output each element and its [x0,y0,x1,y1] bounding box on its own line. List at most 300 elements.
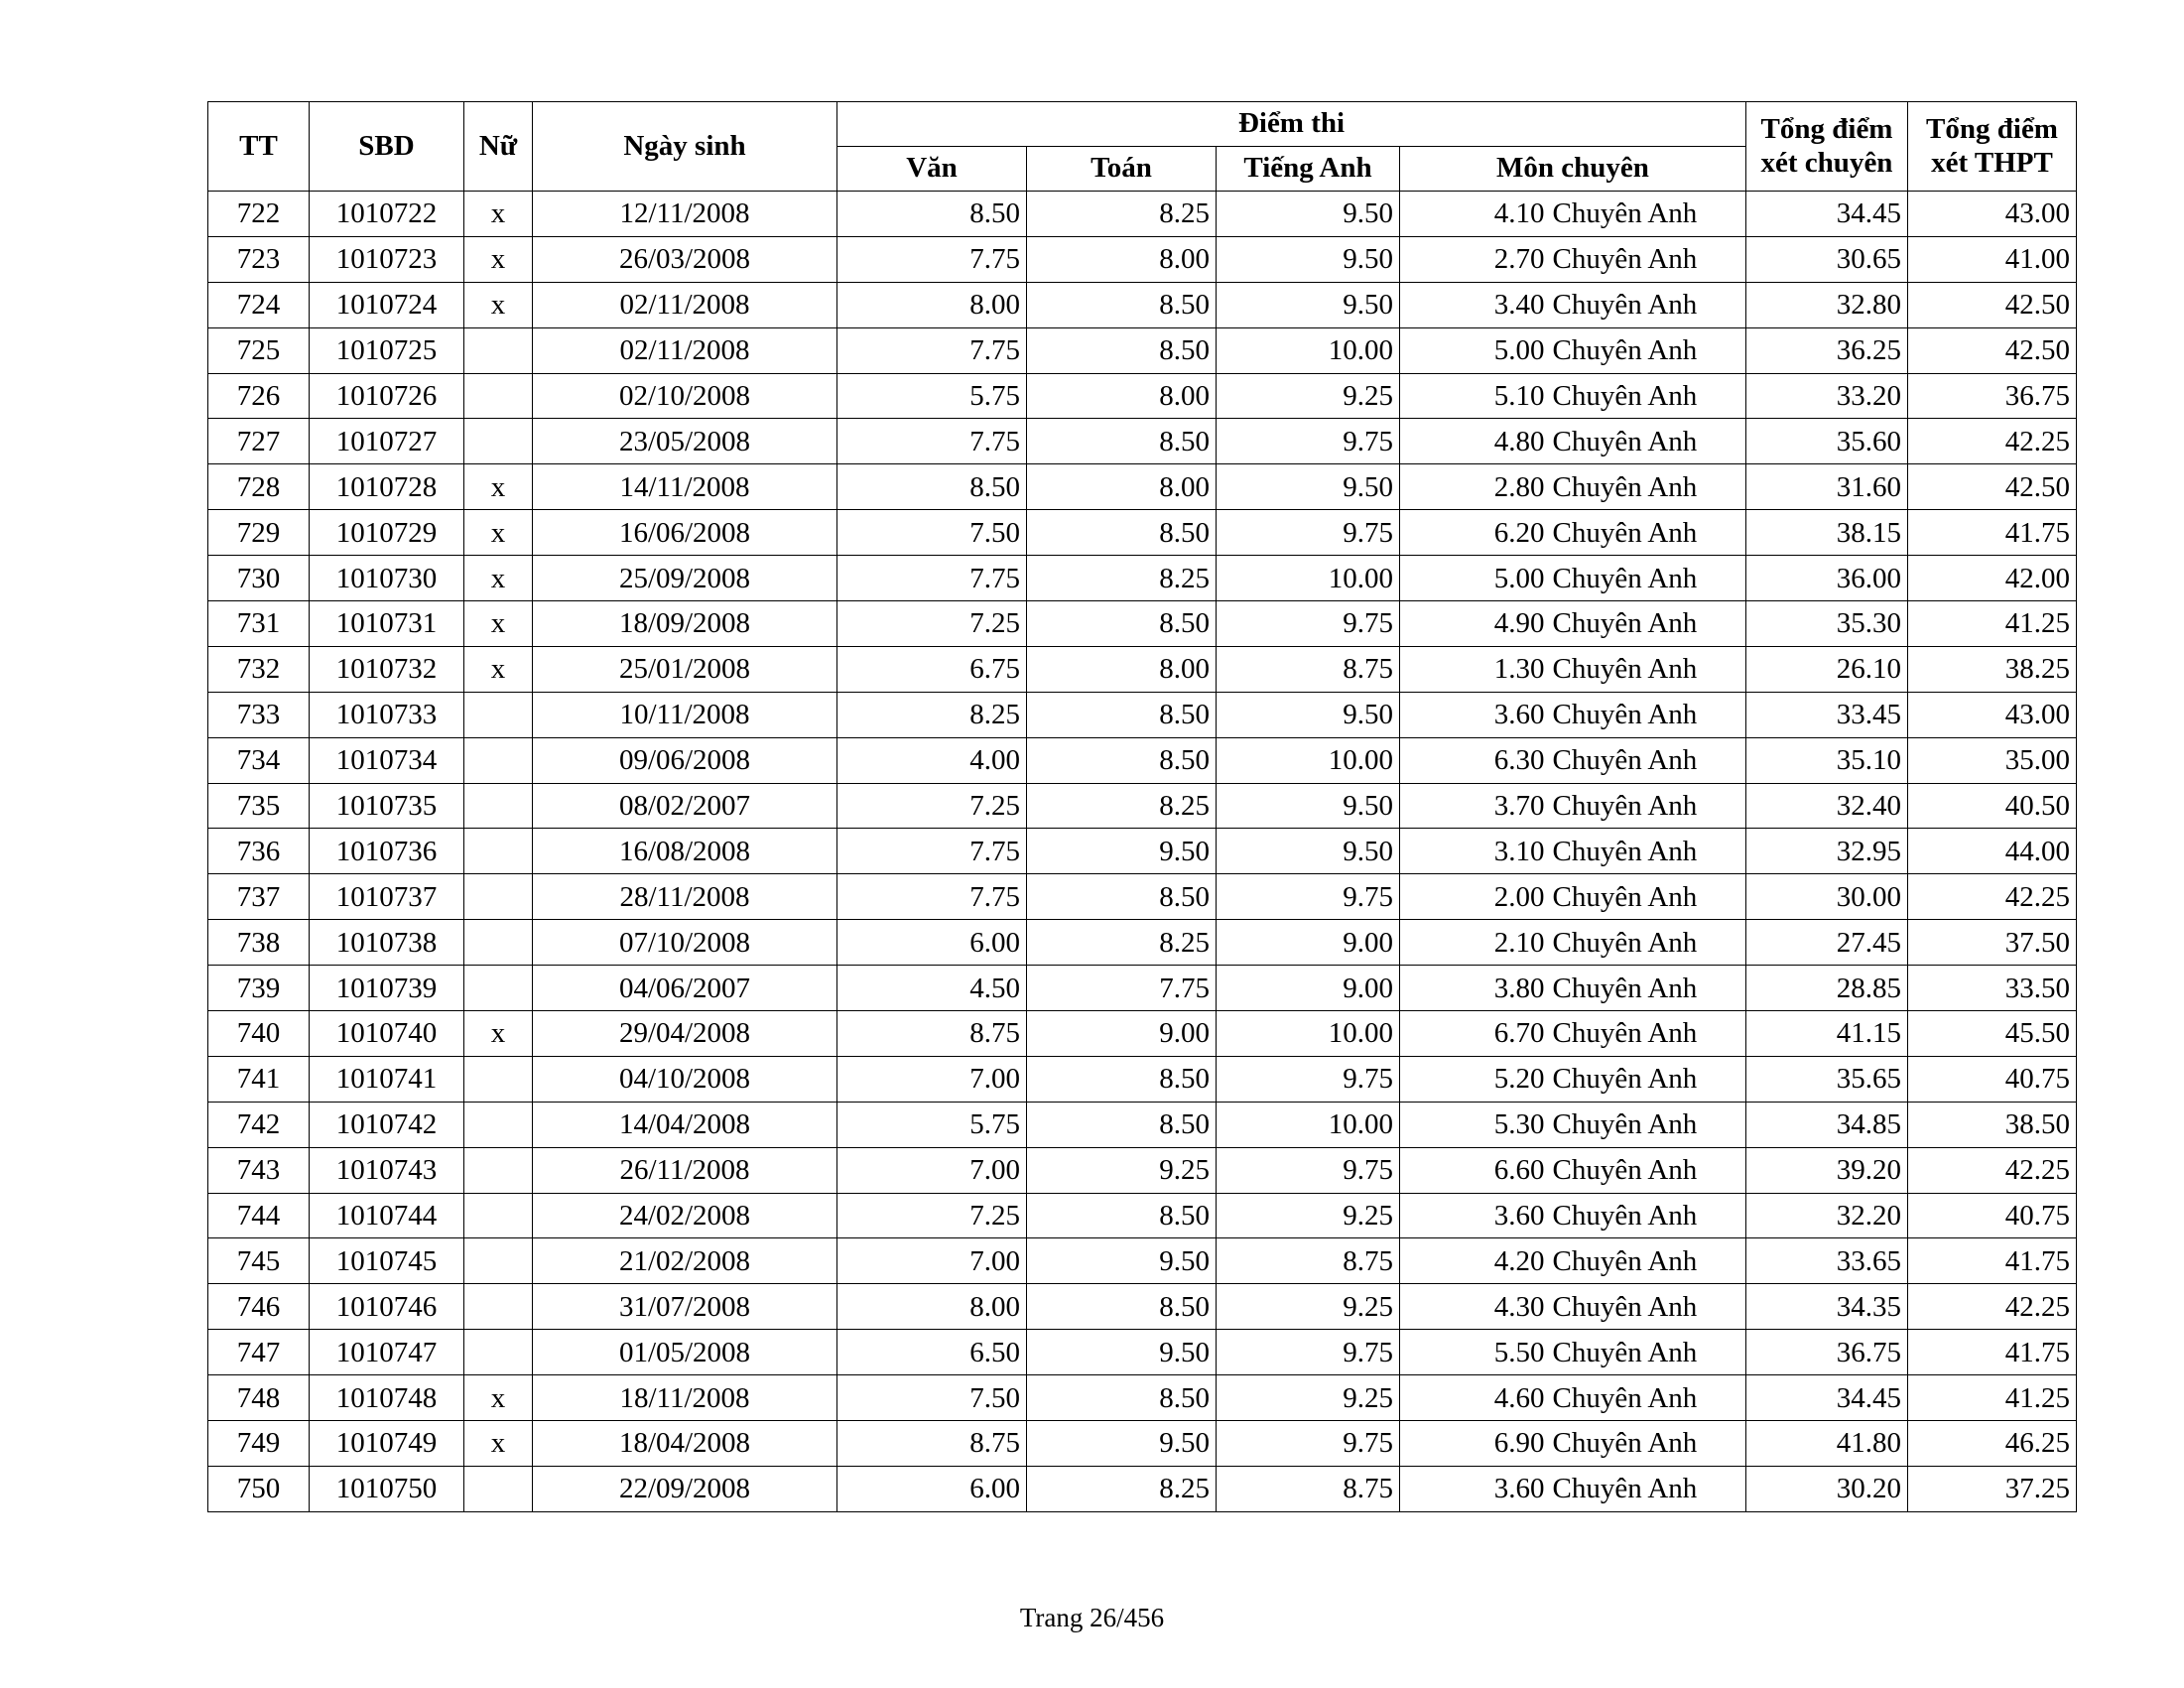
cell-tong-xet-chuyen: 34.85 [1746,1102,1908,1147]
cell-tong-xet-thpt: 42.50 [1908,282,2077,327]
cell-tt: 745 [208,1238,310,1284]
cell-tong-xet-chuyen: 27.45 [1746,920,1908,966]
col-header-tong-xet-chuyen [1746,102,1908,192]
cell-van: 7.25 [837,1193,1027,1238]
cell-sbd: 1010743 [310,1147,464,1193]
cell-van: 7.50 [837,510,1027,556]
cell-tong-xet-chuyen: 35.30 [1746,601,1908,647]
cell-nu [464,1330,533,1375]
cell-mon-chuyen-ten: Chuyên Anh [1549,601,1746,647]
table-body [208,192,2077,1512]
cell-tong-xet-thpt: 33.50 [1908,966,2077,1011]
cell-tt: 749 [208,1421,310,1467]
cell-mon-chuyen-ten: Chuyên Anh [1549,1056,1746,1102]
col-header-ngay-sinh: Ngày sinh [533,102,837,192]
cell-nu: x [464,1421,533,1467]
cell-tong-xet-chuyen: 33.45 [1746,692,1908,737]
cell-nu: x [464,1011,533,1057]
cell-toan: 8.50 [1027,419,1217,464]
cell-nu: x [464,1375,533,1421]
cell-tt: 728 [208,464,310,510]
cell-toan: 8.50 [1027,1193,1217,1238]
cell-nu [464,1284,533,1330]
cell-van: 8.75 [837,1011,1027,1057]
cell-van: 7.00 [837,1147,1027,1193]
cell-tong-xet-thpt: 42.25 [1908,1147,2077,1193]
cell-ngay-sinh: 24/02/2008 [533,1193,837,1238]
table-row [208,920,2077,966]
cell-tong-xet-chuyen: 36.75 [1746,1330,1908,1375]
cell-ngay-sinh: 09/06/2008 [533,737,837,783]
cell-tong-xet-chuyen: 26.10 [1746,646,1908,692]
cell-tong-xet-thpt: 41.75 [1908,1330,2077,1375]
cell-nu: x [464,556,533,601]
cell-tieng-anh: 8.75 [1217,646,1400,692]
cell-tong-xet-thpt: 35.00 [1908,737,2077,783]
col-header-tong-xet-thpt-line1: Tổng điểm [1926,113,2058,146]
cell-tong-xet-thpt: 41.75 [1908,510,2077,556]
cell-mon-chuyen-ten: Chuyên Anh [1549,692,1746,737]
cell-sbd: 1010723 [310,236,464,282]
cell-tong-xet-thpt: 37.25 [1908,1466,2077,1511]
cell-ngay-sinh: 02/10/2008 [533,373,837,419]
cell-van: 8.00 [837,282,1027,327]
cell-tong-xet-chuyen: 41.15 [1746,1011,1908,1057]
cell-van: 7.75 [837,327,1027,373]
cell-tong-xet-thpt: 42.25 [1908,874,2077,920]
cell-tong-xet-thpt: 44.00 [1908,829,2077,874]
cell-ngay-sinh: 18/04/2008 [533,1421,837,1467]
cell-tong-xet-thpt: 38.25 [1908,646,2077,692]
cell-nu: x [464,192,533,237]
cell-tieng-anh: 9.00 [1217,920,1400,966]
cell-tieng-anh: 9.50 [1217,692,1400,737]
cell-ngay-sinh: 22/09/2008 [533,1466,837,1511]
cell-mon-chuyen-ten: Chuyên Anh [1549,1421,1746,1467]
cell-van: 7.75 [837,236,1027,282]
cell-mon-chuyen-ten: Chuyên Anh [1549,920,1746,966]
cell-tong-xet-chuyen: 30.00 [1746,874,1908,920]
cell-tieng-anh: 9.75 [1217,1056,1400,1102]
cell-tong-xet-thpt: 38.50 [1908,1102,2077,1147]
cell-sbd: 1010746 [310,1284,464,1330]
cell-tieng-anh: 9.25 [1217,1284,1400,1330]
cell-tong-xet-chuyen: 36.00 [1746,556,1908,601]
cell-mon-chuyen-ten: Chuyên Anh [1549,1011,1746,1057]
cell-nu [464,327,533,373]
cell-nu [464,874,533,920]
cell-tt: 746 [208,1284,310,1330]
cell-ngay-sinh: 26/03/2008 [533,236,837,282]
cell-sbd: 1010741 [310,1056,464,1102]
table-row [208,1466,2077,1511]
cell-tong-xet-chuyen: 33.20 [1746,373,1908,419]
cell-mon-chuyen-diem: 5.50 [1400,1330,1549,1375]
cell-tong-xet-thpt: 42.25 [1908,419,2077,464]
cell-ngay-sinh: 16/06/2008 [533,510,837,556]
cell-toan: 9.50 [1027,829,1217,874]
cell-ngay-sinh: 02/11/2008 [533,327,837,373]
cell-sbd: 1010730 [310,556,464,601]
cell-tt: 736 [208,829,310,874]
cell-tieng-anh: 9.50 [1217,464,1400,510]
cell-nu [464,419,533,464]
cell-ngay-sinh: 18/11/2008 [533,1375,837,1421]
cell-tieng-anh: 9.25 [1217,373,1400,419]
table-row [208,236,2077,282]
cell-nu [464,1193,533,1238]
cell-van: 7.75 [837,829,1027,874]
cell-tieng-anh: 9.50 [1217,192,1400,237]
cell-nu [464,1102,533,1147]
cell-van: 6.50 [837,1330,1027,1375]
cell-tong-xet-thpt: 42.00 [1908,556,2077,601]
table-row [208,1238,2077,1284]
table-row [208,556,2077,601]
cell-tong-xet-thpt: 46.25 [1908,1421,2077,1467]
cell-mon-chuyen-diem: 3.60 [1400,692,1549,737]
cell-mon-chuyen-diem: 2.10 [1400,920,1549,966]
cell-tt: 744 [208,1193,310,1238]
cell-tt: 733 [208,692,310,737]
table-row [208,282,2077,327]
table-row [208,1056,2077,1102]
cell-nu [464,692,533,737]
cell-tt: 726 [208,373,310,419]
cell-mon-chuyen-ten: Chuyên Anh [1549,1284,1746,1330]
col-header-toan: Toán [1027,147,1217,192]
cell-van: 8.50 [837,192,1027,237]
cell-van: 7.25 [837,783,1027,829]
cell-van: 8.50 [837,464,1027,510]
cell-tt: 729 [208,510,310,556]
cell-toan: 8.50 [1027,510,1217,556]
cell-nu [464,920,533,966]
cell-ngay-sinh: 04/10/2008 [533,1056,837,1102]
cell-toan: 9.50 [1027,1330,1217,1375]
cell-van: 8.75 [837,1421,1027,1467]
cell-tieng-anh: 8.75 [1217,1238,1400,1284]
cell-toan: 8.50 [1027,327,1217,373]
cell-van: 6.00 [837,920,1027,966]
cell-tong-xet-chuyen: 35.65 [1746,1056,1908,1102]
cell-toan: 8.00 [1027,236,1217,282]
cell-tong-xet-chuyen: 34.45 [1746,1375,1908,1421]
cell-tt: 742 [208,1102,310,1147]
cell-tong-xet-chuyen: 34.35 [1746,1284,1908,1330]
cell-tt: 730 [208,556,310,601]
cell-nu: x [464,282,533,327]
col-header-tt: TT [208,102,310,192]
cell-van: 4.50 [837,966,1027,1011]
cell-tt: 743 [208,1147,310,1193]
cell-tieng-anh: 9.75 [1217,419,1400,464]
cell-mon-chuyen-diem: 5.00 [1400,556,1549,601]
cell-sbd: 1010729 [310,510,464,556]
cell-tieng-anh: 9.50 [1217,783,1400,829]
cell-mon-chuyen-ten: Chuyên Anh [1549,1466,1746,1511]
cell-tieng-anh: 9.25 [1217,1375,1400,1421]
cell-van: 6.75 [837,646,1027,692]
cell-tong-xet-thpt: 41.25 [1908,601,2077,647]
cell-tong-xet-chuyen: 35.10 [1746,737,1908,783]
cell-ngay-sinh: 21/02/2008 [533,1238,837,1284]
cell-sbd: 1010750 [310,1466,464,1511]
table-row [208,327,2077,373]
cell-toan: 8.25 [1027,783,1217,829]
cell-sbd: 1010727 [310,419,464,464]
cell-toan: 8.25 [1027,192,1217,237]
cell-ngay-sinh: 18/09/2008 [533,601,837,647]
cell-mon-chuyen-ten: Chuyên Anh [1549,966,1746,1011]
cell-mon-chuyen-diem: 4.60 [1400,1375,1549,1421]
cell-tong-xet-thpt: 42.50 [1908,464,2077,510]
cell-sbd: 1010733 [310,692,464,737]
cell-tt: 735 [208,783,310,829]
table-row [208,966,2077,1011]
table-row [208,874,2077,920]
cell-tong-xet-chuyen: 39.20 [1746,1147,1908,1193]
cell-sbd: 1010735 [310,783,464,829]
col-header-tong-xet-chuyen-line1: Tổng điểm [1760,113,1893,146]
cell-toan: 8.50 [1027,1056,1217,1102]
cell-tieng-anh: 9.00 [1217,966,1400,1011]
cell-tong-xet-thpt: 40.50 [1908,783,2077,829]
cell-van: 5.75 [837,1102,1027,1147]
cell-sbd: 1010731 [310,601,464,647]
cell-ngay-sinh: 26/11/2008 [533,1147,837,1193]
cell-mon-chuyen-diem: 4.10 [1400,192,1549,237]
cell-mon-chuyen-ten: Chuyên Anh [1549,1330,1746,1375]
cell-ngay-sinh: 31/07/2008 [533,1284,837,1330]
table-row [208,646,2077,692]
cell-tt: 732 [208,646,310,692]
table-row [208,510,2077,556]
cell-van: 8.25 [837,692,1027,737]
cell-tong-xet-chuyen: 32.95 [1746,829,1908,874]
col-header-tong-xet-thpt [1908,102,2077,192]
table-row [208,1011,2077,1057]
cell-tong-xet-chuyen: 35.60 [1746,419,1908,464]
cell-toan: 8.50 [1027,1284,1217,1330]
cell-tong-xet-thpt: 42.50 [1908,327,2077,373]
col-header-tieng-anh: Tiếng Anh [1217,147,1400,192]
cell-tong-xet-thpt: 41.75 [1908,1238,2077,1284]
cell-tt: 722 [208,192,310,237]
cell-tong-xet-chuyen: 41.80 [1746,1421,1908,1467]
cell-tieng-anh: 10.00 [1217,327,1400,373]
cell-mon-chuyen-diem: 3.80 [1400,966,1549,1011]
cell-tong-xet-thpt: 43.00 [1908,192,2077,237]
cell-tong-xet-chuyen: 33.65 [1746,1238,1908,1284]
cell-tong-xet-chuyen: 30.65 [1746,236,1908,282]
cell-mon-chuyen-ten: Chuyên Anh [1549,1193,1746,1238]
cell-tong-xet-thpt: 37.50 [1908,920,2077,966]
cell-ngay-sinh: 10/11/2008 [533,692,837,737]
cell-mon-chuyen-ten: Chuyên Anh [1549,327,1746,373]
table-row [208,419,2077,464]
cell-toan: 8.50 [1027,737,1217,783]
cell-mon-chuyen-diem: 6.30 [1400,737,1549,783]
table-row [208,1147,2077,1193]
cell-tt: 724 [208,282,310,327]
cell-nu [464,1466,533,1511]
cell-tong-xet-chuyen: 32.40 [1746,783,1908,829]
cell-tt: 734 [208,737,310,783]
cell-tieng-anh: 9.75 [1217,874,1400,920]
cell-tieng-anh: 10.00 [1217,737,1400,783]
cell-mon-chuyen-ten: Chuyên Anh [1549,510,1746,556]
table-row [208,601,2077,647]
cell-nu: x [464,601,533,647]
cell-tieng-anh: 9.75 [1217,1330,1400,1375]
cell-ngay-sinh: 04/06/2007 [533,966,837,1011]
cell-mon-chuyen-diem: 3.70 [1400,783,1549,829]
cell-toan: 9.25 [1027,1147,1217,1193]
cell-tt: 748 [208,1375,310,1421]
cell-tt: 723 [208,236,310,282]
cell-tong-xet-chuyen: 30.20 [1746,1466,1908,1511]
cell-tong-xet-chuyen: 38.15 [1746,510,1908,556]
col-header-tong-xet-thpt-line2: xét THPT [1931,146,2053,179]
table-row [208,1421,2077,1467]
cell-nu: x [464,236,533,282]
cell-sbd: 1010742 [310,1102,464,1147]
cell-nu [464,1238,533,1284]
cell-van: 7.75 [837,874,1027,920]
cell-tong-xet-chuyen: 31.60 [1746,464,1908,510]
cell-tong-xet-thpt: 40.75 [1908,1056,2077,1102]
cell-tong-xet-thpt: 42.25 [1908,1284,2077,1330]
cell-sbd: 1010732 [310,646,464,692]
cell-tt: 727 [208,419,310,464]
table-row [208,692,2077,737]
cell-toan: 8.00 [1027,373,1217,419]
cell-tieng-anh: 9.50 [1217,236,1400,282]
cell-mon-chuyen-diem: 4.90 [1400,601,1549,647]
cell-tieng-anh: 9.75 [1217,1147,1400,1193]
cell-tieng-anh: 8.75 [1217,1466,1400,1511]
score-table [207,101,2077,1512]
cell-mon-chuyen-diem: 4.30 [1400,1284,1549,1330]
cell-ngay-sinh: 29/04/2008 [533,1011,837,1057]
cell-ngay-sinh: 14/11/2008 [533,464,837,510]
cell-sbd: 1010726 [310,373,464,419]
cell-mon-chuyen-diem: 1.30 [1400,646,1549,692]
table-row [208,1284,2077,1330]
cell-tieng-anh: 9.75 [1217,510,1400,556]
cell-van: 7.00 [837,1056,1027,1102]
cell-nu [464,1147,533,1193]
table-row [208,737,2077,783]
table-row [208,783,2077,829]
cell-mon-chuyen-ten: Chuyên Anh [1549,556,1746,601]
cell-van: 6.00 [837,1466,1027,1511]
cell-nu [464,1056,533,1102]
cell-mon-chuyen-ten: Chuyên Anh [1549,464,1746,510]
cell-sbd: 1010722 [310,192,464,237]
cell-tieng-anh: 9.75 [1217,1421,1400,1467]
cell-van: 7.00 [837,1238,1027,1284]
cell-mon-chuyen-ten: Chuyên Anh [1549,646,1746,692]
cell-tong-xet-chuyen: 32.20 [1746,1193,1908,1238]
cell-mon-chuyen-diem: 6.20 [1400,510,1549,556]
cell-sbd: 1010736 [310,829,464,874]
cell-toan: 8.50 [1027,1102,1217,1147]
cell-tt: 739 [208,966,310,1011]
cell-ngay-sinh: 16/08/2008 [533,829,837,874]
cell-mon-chuyen-ten: Chuyên Anh [1549,419,1746,464]
cell-mon-chuyen-diem: 2.80 [1400,464,1549,510]
cell-tieng-anh: 9.50 [1217,829,1400,874]
cell-toan: 9.00 [1027,1011,1217,1057]
cell-sbd: 1010748 [310,1375,464,1421]
cell-toan: 8.00 [1027,646,1217,692]
cell-mon-chuyen-diem: 5.20 [1400,1056,1549,1102]
cell-tieng-anh: 10.00 [1217,556,1400,601]
cell-tong-xet-chuyen: 34.45 [1746,192,1908,237]
cell-ngay-sinh: 02/11/2008 [533,282,837,327]
cell-tieng-anh: 9.50 [1217,282,1400,327]
cell-mon-chuyen-diem: 6.70 [1400,1011,1549,1057]
cell-ngay-sinh: 25/09/2008 [533,556,837,601]
cell-mon-chuyen-ten: Chuyên Anh [1549,874,1746,920]
cell-ngay-sinh: 28/11/2008 [533,874,837,920]
cell-van: 5.75 [837,373,1027,419]
cell-mon-chuyen-diem: 3.10 [1400,829,1549,874]
cell-mon-chuyen-ten: Chuyên Anh [1549,829,1746,874]
table-row [208,192,2077,237]
cell-sbd: 1010738 [310,920,464,966]
cell-tt: 731 [208,601,310,647]
cell-mon-chuyen-diem: 3.40 [1400,282,1549,327]
cell-mon-chuyen-ten: Chuyên Anh [1549,373,1746,419]
cell-mon-chuyen-ten: Chuyên Anh [1549,1238,1746,1284]
cell-tong-xet-thpt: 45.50 [1908,1011,2077,1057]
cell-nu [464,373,533,419]
cell-ngay-sinh: 23/05/2008 [533,419,837,464]
cell-tong-xet-thpt: 41.00 [1908,236,2077,282]
cell-ngay-sinh: 01/05/2008 [533,1330,837,1375]
cell-tt: 725 [208,327,310,373]
cell-toan: 8.50 [1027,1375,1217,1421]
table-row [208,1330,2077,1375]
cell-sbd: 1010745 [310,1238,464,1284]
table-row [208,373,2077,419]
cell-mon-chuyen-ten: Chuyên Anh [1549,236,1746,282]
cell-toan: 8.00 [1027,464,1217,510]
cell-mon-chuyen-diem: 6.60 [1400,1147,1549,1193]
cell-tong-xet-thpt: 43.00 [1908,692,2077,737]
cell-toan: 7.75 [1027,966,1217,1011]
cell-mon-chuyen-ten: Chuyên Anh [1549,737,1746,783]
col-header-nu: Nữ [464,102,533,192]
cell-nu: x [464,510,533,556]
cell-nu [464,829,533,874]
col-header-sbd: SBD [310,102,464,192]
cell-nu [464,966,533,1011]
cell-mon-chuyen-diem: 5.30 [1400,1102,1549,1147]
cell-tieng-anh: 9.25 [1217,1193,1400,1238]
cell-van: 8.00 [837,1284,1027,1330]
cell-toan: 9.50 [1027,1421,1217,1467]
cell-mon-chuyen-diem: 3.60 [1400,1466,1549,1511]
cell-van: 7.50 [837,1375,1027,1421]
cell-sbd: 1010725 [310,327,464,373]
cell-sbd: 1010747 [310,1330,464,1375]
col-header-van: Văn [837,147,1027,192]
cell-sbd: 1010737 [310,874,464,920]
